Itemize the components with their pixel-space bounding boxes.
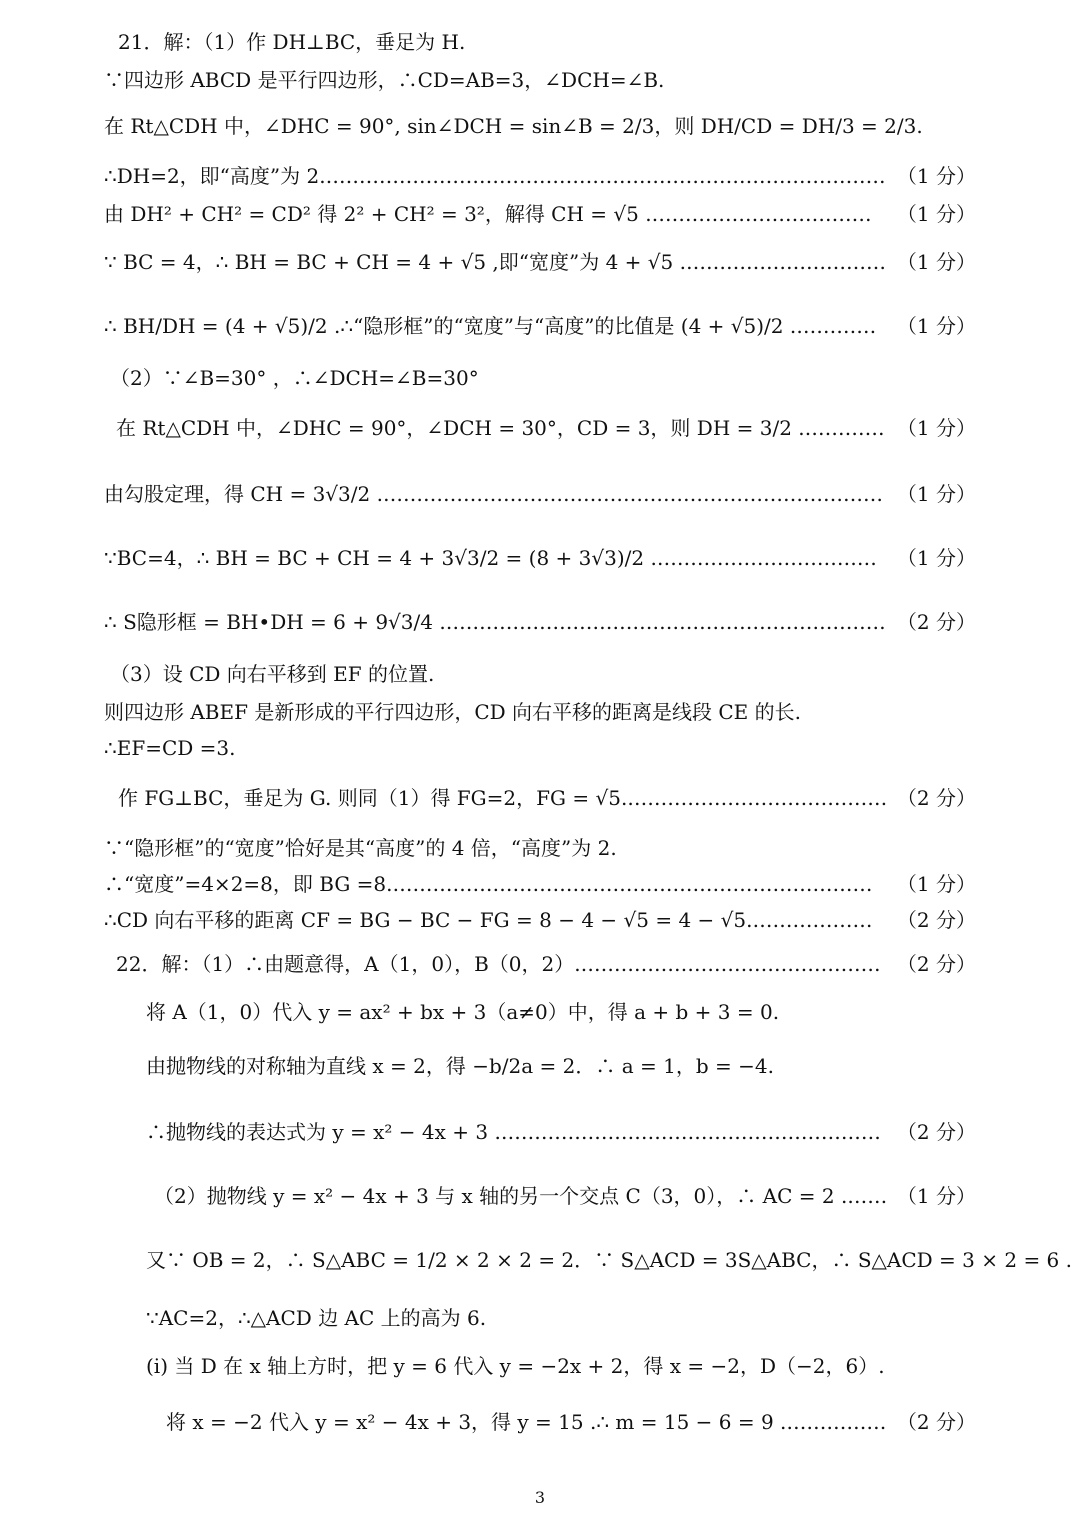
score-label: （1 分） [896, 416, 976, 440]
score-label: （1 分） [896, 546, 976, 570]
score-label: （1 分） [896, 202, 976, 226]
page-number: 3 [534, 1488, 546, 1507]
score-label: （2 分） [896, 952, 976, 976]
score-label: （1 分） [896, 250, 976, 274]
score-label: （2 分） [896, 1410, 976, 1434]
score-label: （2 分） [896, 610, 976, 634]
score-label: （1 分） [896, 314, 976, 338]
score-label: （1 分） [896, 872, 976, 896]
score-label: （1 分） [896, 482, 976, 506]
document-page: 21．解：（1）作 DH⊥BC，垂足为 H. ∵四边形 ABCD 是平行四边形，∴CD=AB=3，∠DCH=∠B. 在 Rt△CDH 中，∠DHC = 90°, sin∠DCH = sin∠B = 2/3，则 DH/CD = DH/3 = 2/3. ∴DH=2，即“高度”为 2.………………………………………………………………………… （1 分） 由 DH² + CH² = CD² 得 2² + CH² = 3²，解得 CH = √5 .…………………………… （1 分） ∵ BC = 4，∴ BH = BC + CH = 4 + √5 ,即“宽度”为 4 + √5 .………………………… （1 分） ∴ BH/DH = (4 + √5)/2 .∴“隐形框”的“宽度”与“高度”的比值是 (4 + √5)/2 .………… （1 分） （2）∵∠B=30° ，∴∠DCH=∠B=30° 在 Rt△CDH 中，∠DHC = 90°，∠DCH = 30°，CD = 3，则 DH = 3/2 .………… （1 分） 由勾股定理，得 CH = 3√3/2 .………………………………………………………………… （1 分） ∵BC=4，∴ BH = BC + CH = 4 + 3√3/2 = (8 + 3√3)/2 .…………………………… （1 分） ∴ S隐形框 = BH•DH = 6 + 9√3/4 .………………………………………………………… （2 分） （3）设 CD 向右平移到 EF 的位置. 则四边形 ABEF 是新形成的平行四边形，CD 向右平移的距离是线段 CE 的长. ∴EF=CD =3. 作 FG⊥BC，垂足为 G. 则同（1）得 FG=2，FG = √5.………………………………… （2 分） ∵“隐形框”的“宽度”恰好是其“高度”的 4 倍，“高度”为 2. ∴“宽度”=4×2=8，即 BG =8.……………………………………………………………… （1 分） ∴CD 向右平移的距离 CF = BG − BC − FG = 8 − 4 − √5 = 4 − √5.……………… （2 分） 22．解：（1）∴由题意得，A（1，0），B（0，2）.……………………………………… （2 分） 将 A（1，0）代入 y = ax² + bx + 3（a≠0）中，得 a + b + 3 = 0. 由抛物线的对称轴为直线 x = 2，得 −b/2a = 2．∴ a = 1，b = −4. ∴抛物线的表达式为 y = x² − 4x + 3 .………………………………………………… （2 分） （2）抛物线 y = x² − 4x + 3 与 x 轴的另一个交点 C（3，0），∴ AC = 2 .…… （1 分） 又∵ OB = 2，∴ S△ABC = 1/2 × 2 × 2 = 2．∵ S△ACD = 3S△ABC，∴ S△ACD = 3 × 2 = 6 . ∵AC=2，∴△ACD 边 AC 上的高为 6. (i) 当 D 在 x 轴上方时，把 y = 6 代入 y = −2x + 2，得 x = −2，D（−2，6）. 将 x = −2 代入 y = x² − 4x + 3，得 y = 15 .∴ m = 15 − 6 = 9 .…………… （2 分） 3 [0, 0, 1080, 1528]
score-label: （1 分） [896, 1184, 976, 1208]
score-label: （2 分） [896, 786, 976, 810]
score-label: （1 分） [896, 164, 976, 188]
score-label: （2 分） [896, 908, 976, 932]
score-label: （2 分） [896, 1120, 976, 1144]
